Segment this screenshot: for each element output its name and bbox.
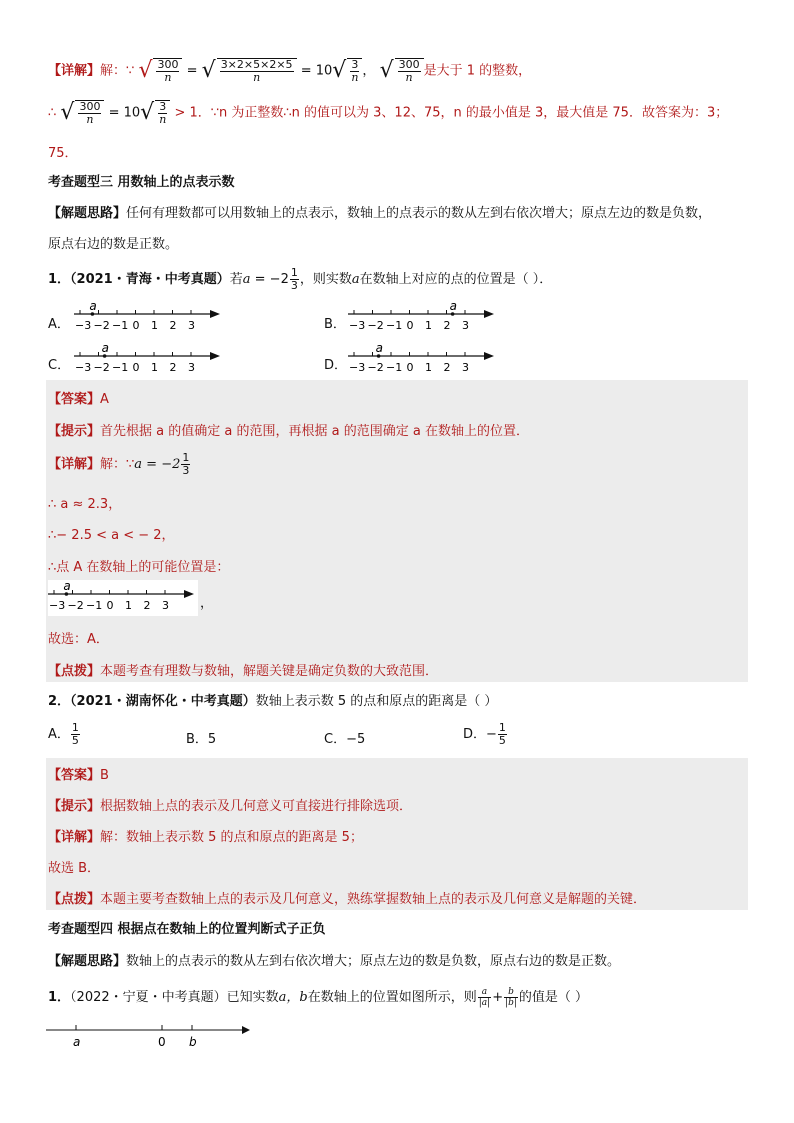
detail-tag: 【详解】 [48, 457, 101, 472]
point-label: a [63, 580, 71, 593]
tick-label: −3 [75, 361, 92, 374]
detail-text: > 1．∵n 为正整数∴n 的值可以为 3、12、75，n 的最小值是 3，最大值是 75．故答案为：3； [174, 105, 729, 121]
coefficient: = 10 [300, 63, 333, 79]
detail-line [48, 826, 363, 845]
stem-text: ，则实数 [299, 272, 352, 287]
answer-value: A [100, 392, 109, 407]
number-line-option-c[interactable] [74, 342, 224, 382]
radical-sign: √ [138, 58, 153, 83]
arrow-head [184, 590, 194, 598]
tick-label: −2 [93, 319, 110, 332]
question-1-stem [48, 267, 552, 292]
tick-label: 0 [132, 319, 140, 332]
point-line [48, 888, 646, 907]
frac-denominator: |b| [505, 998, 517, 1008]
point-tag: 【点拨】 [48, 892, 101, 907]
frac-denominator: n [164, 71, 172, 84]
hint-tag: 【解题思路】 [48, 954, 127, 969]
tick-label: −1 [386, 319, 403, 332]
tip-tag: 【提示】 [48, 424, 101, 439]
radical-sign: √ [60, 100, 75, 125]
tick-label: 1 [425, 319, 432, 332]
detail-line-1 [48, 58, 531, 84]
tick-label: 1 [151, 319, 158, 332]
option-d-label: D． [324, 358, 348, 373]
point-b-label: b [189, 1035, 197, 1049]
q2-option-b[interactable]: B．5 [186, 732, 217, 747]
arrow-head [210, 352, 220, 360]
arrow-head [484, 352, 494, 360]
tick-label: −1 [386, 361, 403, 374]
equals-sign: = [186, 63, 198, 79]
tick-label: 2 [169, 319, 177, 332]
tick-label: −2 [67, 599, 84, 612]
detail-tag: 【详解】 [48, 830, 101, 845]
stem-text: 的值是（ ） [518, 990, 589, 1005]
frac-numerator: 300 [398, 58, 420, 71]
origin-label: 0 [158, 1035, 166, 1049]
step-1: ∴ a ≈ 2.3， [48, 497, 122, 512]
frac-denominator: 5 [71, 734, 79, 747]
tip-line [48, 420, 529, 439]
point-line [48, 660, 438, 679]
answer-line [48, 764, 109, 783]
detail-text: 是大于 1 的整数， [423, 63, 532, 79]
tick-label: −1 [112, 361, 129, 374]
radical-sign: √ [140, 100, 155, 125]
coefficient: = 10 [108, 105, 141, 121]
point-label: a [89, 300, 97, 313]
tick-label: −3 [349, 361, 366, 374]
tip-tag: 【提示】 [48, 799, 101, 814]
tick-label: 2 [143, 599, 151, 612]
frac-denominator: n [405, 71, 413, 84]
tick-label: 0 [132, 361, 140, 374]
variable: a [351, 272, 360, 287]
option-b-label: B． [324, 317, 346, 332]
frac-numerator: 1 [182, 451, 190, 464]
stem-text: 若 [229, 272, 243, 287]
stem-text: 在数轴上对应的点的位置是（ ）． [359, 272, 553, 287]
variable: a [242, 272, 251, 287]
stem-text: 在数轴上的位置如图所示，则 [307, 990, 477, 1005]
frac-denominator: 3 [290, 279, 298, 292]
detail-line-3: 75． [48, 146, 78, 161]
tick-label: 2 [169, 361, 177, 374]
number-line-option-a[interactable] [74, 300, 224, 340]
tick-label: 1 [125, 599, 132, 612]
frac-numerator: 3 [351, 58, 359, 71]
hint-tag: 【解题思路】 [48, 206, 127, 221]
comma: ， [362, 63, 376, 79]
point-label: a [101, 342, 109, 355]
q2-option-c[interactable]: C．−5 [324, 732, 366, 747]
frac-numerator: b [504, 987, 518, 998]
arrow-head [210, 310, 220, 318]
tip-line [48, 795, 412, 814]
q2-option-d[interactable] [463, 722, 508, 747]
frac-denominator: n [159, 113, 167, 126]
radical-sign: √ [201, 58, 216, 83]
question-source: （2021・青海・中考真题） [70, 272, 230, 287]
frac-denominator: 5 [498, 734, 506, 747]
section3-hint-2: 原点右边的数是正数。 [48, 237, 179, 252]
frac-numerator: a [478, 987, 491, 998]
tick-label: −2 [367, 361, 384, 374]
number-line-option-b[interactable] [348, 300, 498, 340]
choose-line: 故选：A． [48, 632, 109, 647]
tick-label: 3 [462, 361, 469, 374]
tip-text: 根据数轴上点的表示及几何意义可直接进行排除选项． [100, 799, 413, 814]
option-c-label: C． [48, 358, 71, 373]
hint-text: 任何有理数都可以用数轴上的点表示，数轴上的点表示的数从左到右依次增大；原点左边的数是负数， [126, 206, 712, 221]
detail-text: 解：数轴上表示数 5 的点和原点的距离是 5； [100, 830, 363, 845]
tick-label: 2 [443, 319, 451, 332]
hint-text: 数轴上的点表示的数从左到右依次增大；原点左边的数是负数，原点右边的数是正数。 [126, 954, 621, 969]
frac-numerator: 1 [71, 721, 79, 734]
frac-numerator: 3 [159, 100, 167, 113]
frac-numerator: 1 [290, 266, 298, 279]
tick-label: −2 [93, 361, 110, 374]
answer-tag: 【答案】 [48, 768, 101, 783]
frac-numerator: 1 [498, 721, 506, 734]
radical-sign: √ [379, 58, 394, 83]
detail-text: 解：∵ [100, 63, 135, 79]
point-label: a [375, 342, 383, 355]
detail-text: 解：∵ [100, 457, 135, 472]
number-line-solution [48, 580, 198, 620]
question-number: 1． [48, 272, 71, 287]
q2-option-a[interactable] [48, 722, 81, 747]
tick-label: 3 [188, 361, 195, 374]
plus-sign: + [492, 990, 504, 1005]
tick-label: −3 [49, 599, 66, 612]
equation: = −2 [254, 272, 289, 287]
tick-label: −3 [349, 319, 366, 332]
point-a-label: a [73, 1035, 81, 1049]
point-tag: 【点拨】 [48, 664, 101, 679]
question-number: 1． [48, 990, 71, 1005]
number-line-option-d[interactable] [348, 342, 498, 382]
frac-numerator: 300 [157, 58, 179, 71]
tick-label: −1 [86, 599, 103, 612]
tick-label: 3 [188, 319, 195, 332]
choose-line: 故选 B． [48, 861, 101, 876]
option-a-label: A． [48, 317, 70, 332]
point-text: 本题考查有理数与数轴，解题关键是确定负数的大致范围． [100, 664, 439, 679]
section4-hint [48, 950, 620, 969]
tick-label: 0 [106, 599, 114, 612]
question-number: 2． [48, 694, 71, 709]
tick-label: 0 [406, 361, 414, 374]
point-label: a [449, 300, 457, 313]
detail-line [48, 452, 191, 477]
question-3-stem [48, 986, 588, 1008]
tick-label: 2 [443, 361, 451, 374]
detail-tag: 【详解】 [48, 63, 101, 79]
frac-numerator: 300 [79, 100, 101, 113]
frac-denominator: |a| [478, 998, 491, 1008]
section-title-3: 考查题型三 用数轴上的点表示数 [48, 175, 235, 190]
detail-line-2 [48, 100, 728, 126]
section3-hint-1 [48, 202, 711, 221]
frac-numerator: 3×2×5×2×5 [220, 58, 293, 71]
step-2: ∴− 2.5 < a < − 2， [48, 528, 175, 543]
tick-label: 1 [151, 361, 158, 374]
stem-text: 已知实数 [226, 990, 279, 1005]
tick-label: 3 [462, 319, 469, 332]
tick-label: −2 [367, 319, 384, 332]
step-3: ∴点 A 在数轴上的可能位置是： [48, 560, 230, 575]
point-text: 本题主要考查数轴上点的表示及几何意义，熟练掌握数轴上点的表示及几何意义是解题的关键． [100, 892, 647, 907]
frac-denominator: n [253, 71, 261, 84]
tick-label: −3 [75, 319, 92, 332]
tip-text: 首先根据 a 的值确定 a 的范围，再根据 a 的范围确定 a 在数轴上的位置． [100, 424, 529, 439]
frac-denominator: 3 [182, 464, 190, 477]
question-2-stem [48, 690, 497, 709]
tick-label: 1 [425, 361, 432, 374]
frac-denominator: n [86, 113, 94, 126]
question-source: （2022・宁夏・中考真题） [70, 990, 227, 1005]
radical-sign: √ [332, 58, 347, 83]
answer-line [48, 388, 109, 407]
frac-denominator: n [351, 71, 359, 84]
arrow-head [484, 310, 494, 318]
comma: ， [200, 596, 214, 611]
tick-label: 0 [406, 319, 414, 332]
tick-label: 3 [162, 599, 169, 612]
tick-label: −1 [112, 319, 129, 332]
question-source: （2021・湖南怀化・中考真题） [70, 694, 256, 709]
answer-value: B [100, 768, 109, 783]
therefore-sign: ∴ [48, 105, 57, 121]
variables: a，b [278, 990, 308, 1005]
number-line-q3 [46, 1022, 256, 1062]
stem-text: 数轴上表示数 5 的点和原点的距离是（ ） [255, 694, 498, 709]
section-title-4: 考查题型四 根据点在数轴上的位置判断式子正负 [48, 922, 326, 937]
equation: a = −2 [134, 457, 181, 472]
answer-tag: 【答案】 [48, 392, 101, 407]
option-label: D．− [463, 727, 497, 742]
option-label: A． [48, 727, 70, 742]
